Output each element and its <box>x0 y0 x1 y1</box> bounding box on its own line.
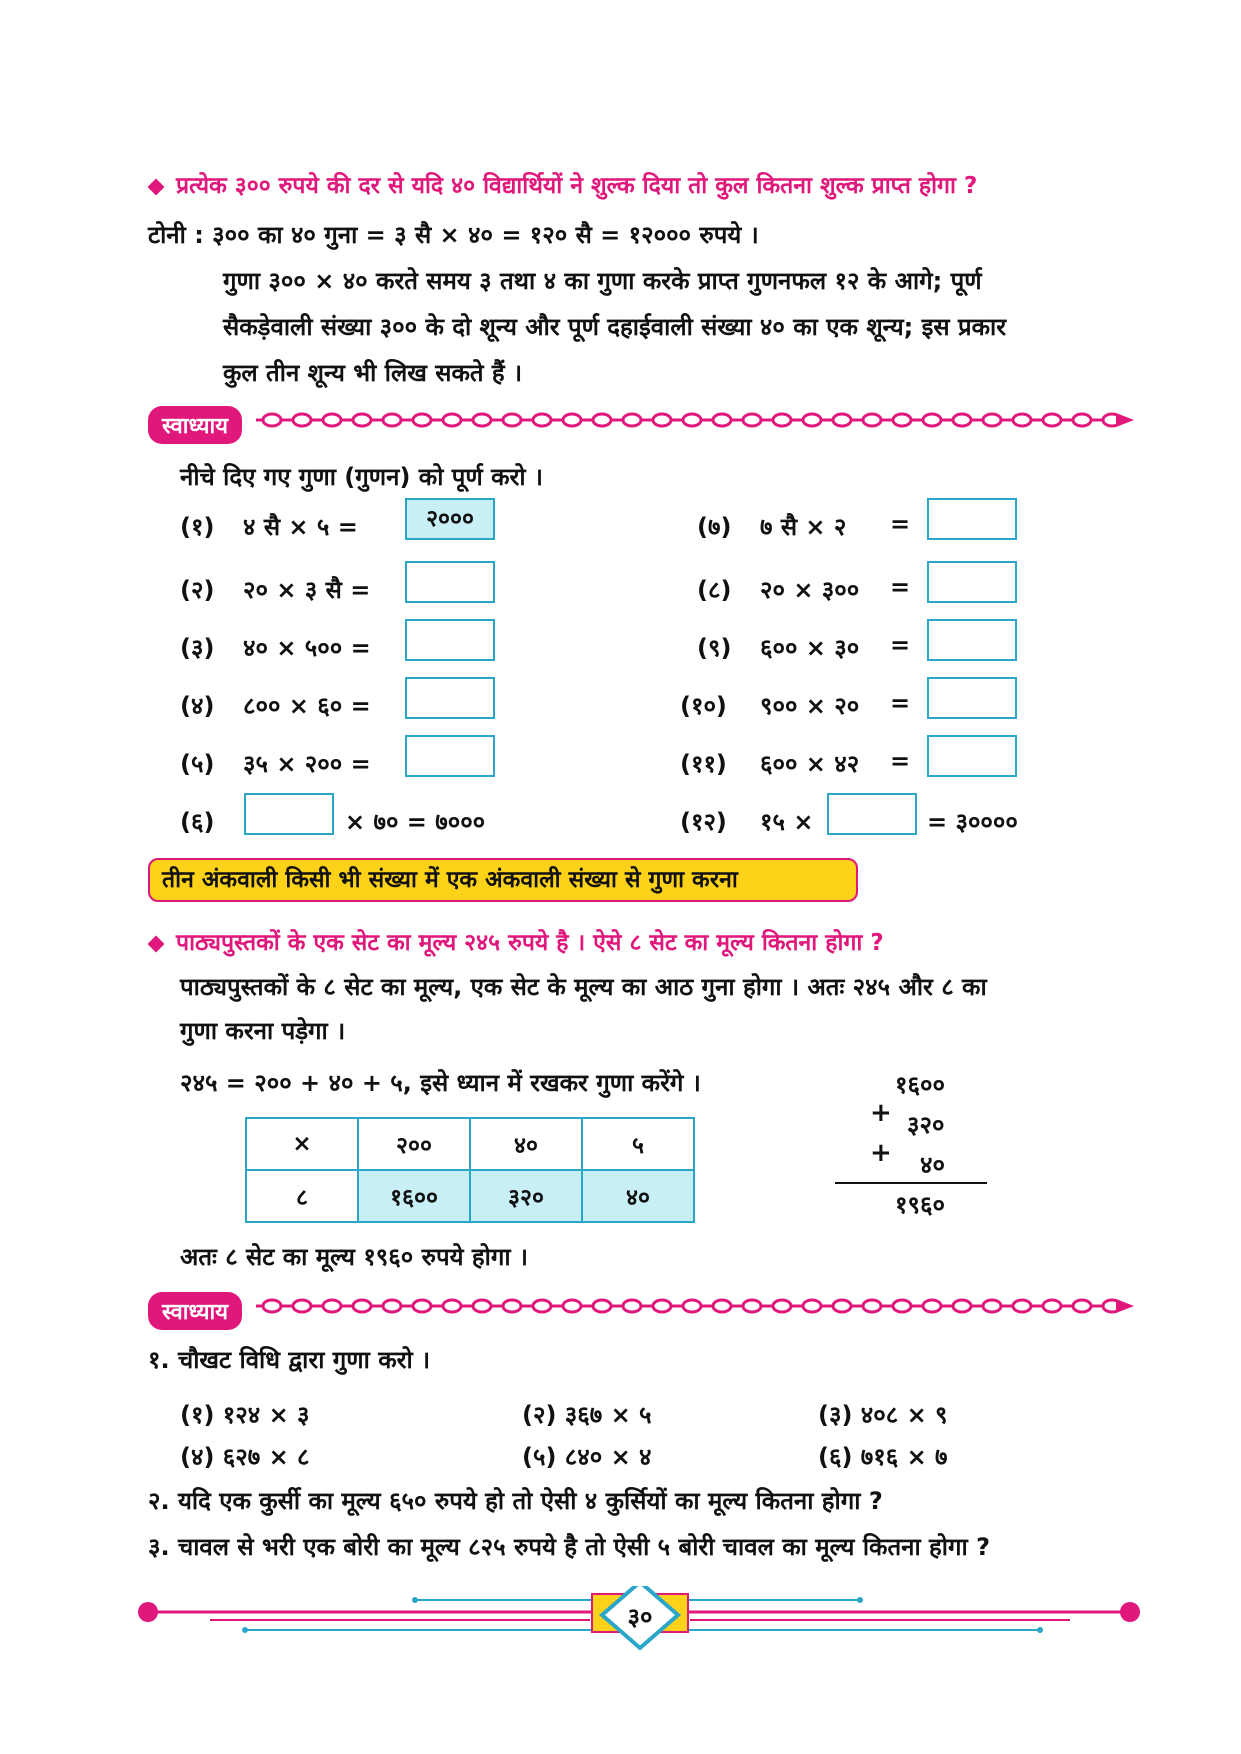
sum-total: १९६० <box>895 1191 945 1219</box>
exercise-badge: स्वाध्याय <box>148 1292 242 1330</box>
item-number: (५) <box>180 750 215 778</box>
exercise-item: (६) ७१६ × ७ <box>818 1443 948 1471</box>
item-number: (८) <box>697 576 732 604</box>
answer-box[interactable] <box>405 677 495 719</box>
intro-question: प्रत्येक ३०० रुपये की दर से यदि ४० विद्यार्थियों ने शुल्क दिया तो कुल कितना शुल्क प्राप्त होगा ? <box>150 168 977 200</box>
diamond-bullet-icon <box>148 935 165 952</box>
item-number: (७) <box>697 513 732 541</box>
intro-answer-line-3: सैकड़ेवाली संख्या ३०० के दो शून्य और पूर्ण दहाईवाली संख्या ४० का एक शून्य; इस प्रकार <box>223 313 1007 341</box>
intro-answer-line-2: गुणा ३०० × ४० करते समय ३ तथा ४ का गुणा करके प्राप्त गुणनफल १२ के आगे; पूर्ण <box>223 267 982 295</box>
chain-divider <box>256 1297 1136 1315</box>
item-number: (३) <box>180 634 215 662</box>
exercise-item: (३) ४०८ × ९ <box>818 1401 948 1429</box>
equals-sign: = <box>890 573 911 601</box>
answer-box[interactable] <box>927 498 1017 540</box>
item-expression: ३५ × २०० = <box>243 750 371 778</box>
item-expression: ९०० × २० <box>760 692 860 720</box>
grid-cell: १६०० <box>358 1170 470 1222</box>
grid-cell: ८ <box>246 1170 358 1222</box>
exercise-item: (१) १२४ × ३ <box>180 1401 310 1429</box>
section-heading: तीन अंकवाली किसी भी संख्या में एक अंकवाली संख्या से गुणा करना <box>148 858 858 902</box>
answer-box[interactable] <box>405 561 495 603</box>
answer-box[interactable] <box>405 735 495 777</box>
item-expression: २० × ३ सै = <box>243 576 371 604</box>
item-expression: ४ सै × ५ = <box>243 513 358 541</box>
item-number: (६) <box>180 808 215 836</box>
item-number: (१२) <box>680 808 727 836</box>
item-number: (४) <box>180 692 215 720</box>
exercise-badge: स्वाध्याय <box>148 406 242 444</box>
multiplication-grid <box>245 1117 695 1223</box>
exercise-question-2: २. यदि एक कुर्सी का मूल्य ६५० रुपये हो तो ऐसी ४ कुर्सियों का मूल्य कितना होगा ? <box>148 1487 883 1515</box>
grid-cell: ३२० <box>470 1170 582 1222</box>
grid-cell: २०० <box>358 1118 470 1170</box>
section-paragraph-line-1: पाठ्यपुस्तकों के ८ सेट का मूल्य, एक सेट के मूल्य का आठ गुना होगा । अतः २४५ और ८ का <box>180 973 987 1001</box>
answer-box[interactable] <box>827 793 917 835</box>
item-expression: २० × ३०० <box>760 576 860 604</box>
answer-box[interactable] <box>927 619 1017 661</box>
grid-value-row <box>246 1170 694 1222</box>
section-paragraph-line-2: गुणा करना पड़ेगा । <box>180 1017 346 1045</box>
exercise-question-3: ३. चावल से भरी एक बोरी का मूल्य ८२५ रुपये है तो ऐसी ५ बोरी चावल का मूल्य कितना होगा ? <box>148 1533 991 1561</box>
answer-box[interactable] <box>405 619 495 661</box>
page-number: ३० <box>627 1603 653 1631</box>
intro-answer-line-4: कुल तीन शून्य भी लिख सकते हैं । <box>223 359 523 387</box>
item-number: (११) <box>680 750 727 778</box>
chain-divider <box>256 411 1136 429</box>
answer-box[interactable] <box>927 677 1017 719</box>
item-number: (२) <box>180 576 215 604</box>
item-number: (९) <box>697 634 732 662</box>
sum-term: ३२० <box>907 1111 945 1139</box>
answer-box[interactable]: २००० <box>405 498 495 540</box>
answer-box[interactable] <box>927 561 1017 603</box>
item-expression: ६०० × ४२ <box>760 750 860 778</box>
exercise-item: (२) ३६७ × ५ <box>522 1401 652 1429</box>
sum-term: १६०० <box>895 1071 945 1099</box>
answer-box[interactable] <box>927 735 1017 777</box>
equals-sign: = <box>890 631 911 659</box>
item-expression: ८०० × ६० = <box>243 692 371 720</box>
grid-cell: ४० <box>470 1118 582 1170</box>
item-expression: ७ सै × २ <box>760 513 847 541</box>
sum-term: ४० <box>920 1151 945 1179</box>
item-suffix: = ३०००० <box>927 808 1018 836</box>
grid-cell: × <box>246 1118 358 1170</box>
exercise-item: (४) ६२७ × ८ <box>180 1443 310 1471</box>
grid-cell: ४० <box>582 1170 694 1222</box>
grid-header-row <box>246 1118 694 1170</box>
item-number: (१) <box>180 513 215 541</box>
plus-sign: + <box>870 1098 892 1128</box>
exercise-question-1: १. चौखट विधि द्वारा गुणा करो । <box>148 1346 431 1374</box>
item-expression: ६०० × ३० <box>760 634 860 662</box>
equals-sign: = <box>890 689 911 717</box>
conclusion-line: अतः ८ सेट का मूल्य १९६० रुपये होगा । <box>180 1243 529 1271</box>
exercise-instruction: नीचे दिए गए गुणा (गुणन) को पूर्ण करो । <box>180 463 544 491</box>
diamond-bullet-icon <box>148 178 165 195</box>
equals-sign: = <box>890 510 911 538</box>
expansion-line: २४५ = २०० + ४० + ५, इसे ध्यान में रखकर गुणा करेंगे । <box>180 1069 701 1097</box>
item-expression: १५ × <box>760 808 814 836</box>
section-question: पाठ्यपुस्तकों के एक सेट का मूल्य २४५ रुपये है । ऐसे ८ सेट का मूल्य कितना होगा ? <box>150 925 884 957</box>
plus-sign: + <box>870 1138 892 1168</box>
item-expression: ४० × ५०० = <box>243 634 371 662</box>
item-suffix: × ७० = ७००० <box>345 808 486 836</box>
sum-line <box>835 1182 987 1184</box>
equals-sign: = <box>890 747 911 775</box>
grid-cell: ५ <box>582 1118 694 1170</box>
exercise-item: (५) ८४० × ४ <box>522 1443 652 1471</box>
intro-answer-line-1: टोनी : ३०० का ४० गुना = ३ सै × ४० = १२० सै = १२००० रुपये । <box>148 221 759 249</box>
answer-box[interactable] <box>244 793 334 835</box>
item-number: (१०) <box>680 692 727 720</box>
